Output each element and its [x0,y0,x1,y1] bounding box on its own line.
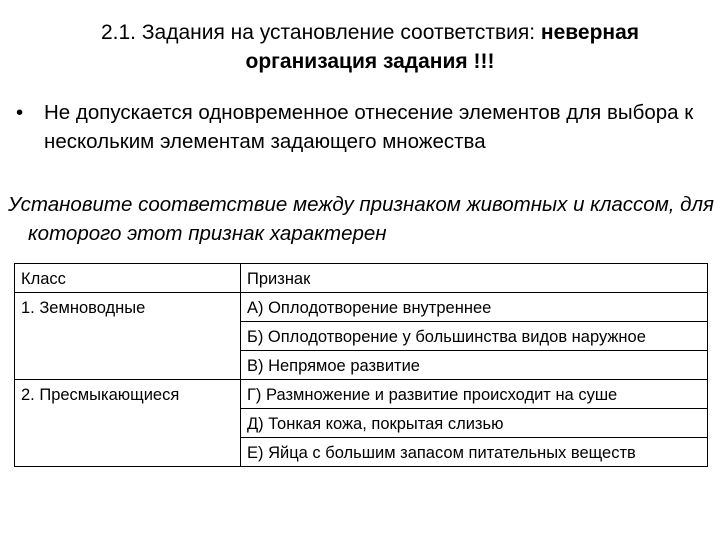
class-cell: 2. Пресмыкающиеся [15,380,241,467]
header-class: Класс [15,264,241,293]
feature-cell: А) Оплодотворение внутреннее [241,293,708,322]
task-instruction: Установите соответствие между признаком животных и классом, для которого этот признак характерен [8,193,714,245]
class-cell: 1. Земноводные [15,293,241,380]
title-bold-line: организация задания !!! [245,50,495,73]
feature-cell: Д) Тонкая кожа, покрытая слизью [241,409,708,438]
title-text: 2.1. Задания на установление соответствия: [100,21,541,44]
feature-cell: В) Непрямое развитие [241,351,708,380]
feature-cell: Г) Размножение и развитие происходит на суше [241,380,708,409]
table-row [15,380,708,409]
matching-table [14,263,708,467]
header-feature: Признак [241,264,708,293]
bullet-marker: • [16,101,24,124]
bullet-text: Не допускается одновременное отнесение элементов для выбора к нескольким элементам задающего множества [44,101,694,153]
table-header-row [15,264,708,293]
feature-cell: Б) Оплодотворение у большинства видов наружное [241,322,708,351]
table-row [15,293,708,322]
title-bold-word: неверная [540,21,640,44]
feature-cell: Е) Яйца с большим запасом питательных веществ [241,438,708,467]
bullet-list [16,98,706,156]
bullet-item [16,98,706,156]
slide-title [40,18,700,76]
